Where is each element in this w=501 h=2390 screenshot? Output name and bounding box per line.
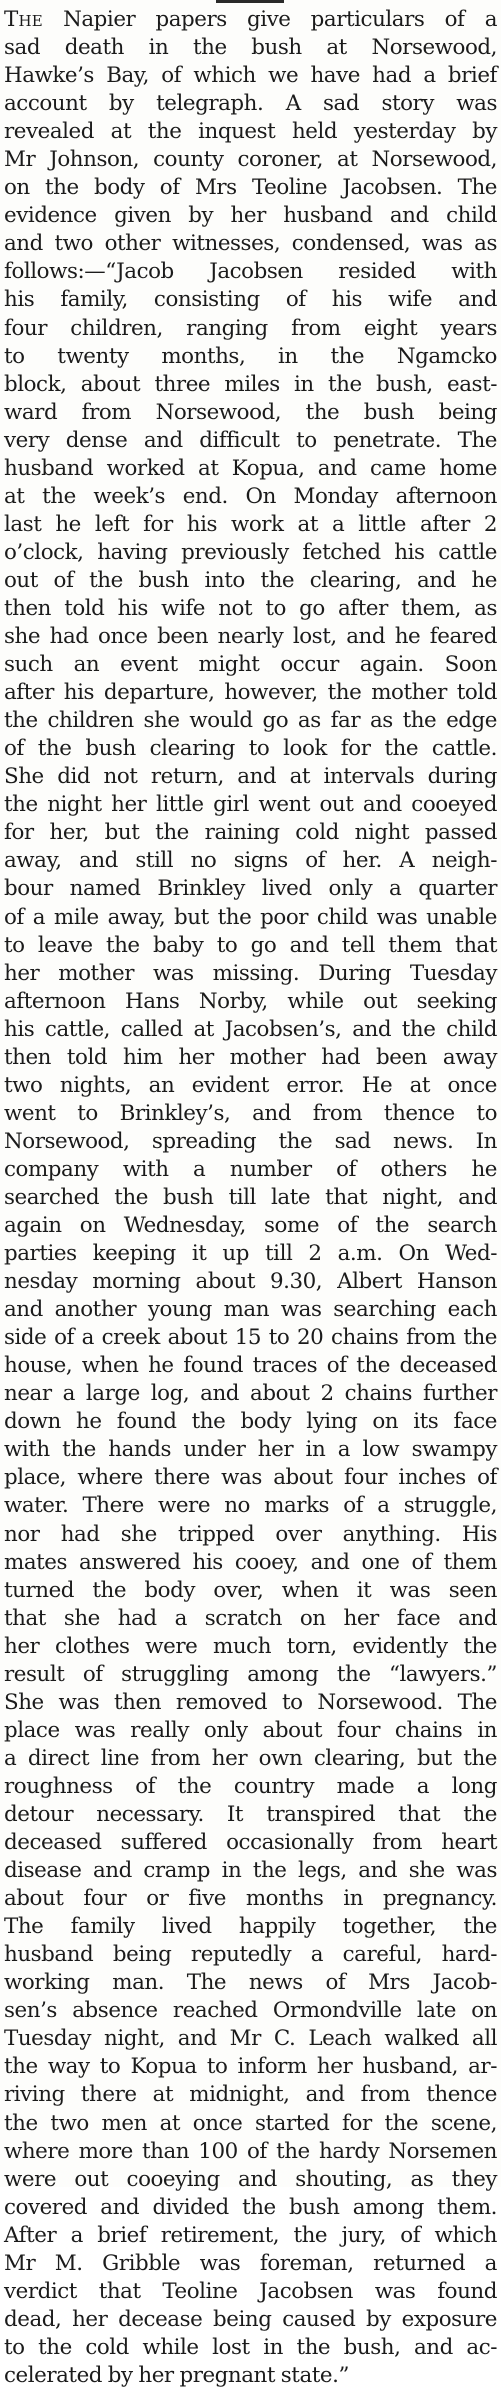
article-line: to the cold while lost in the bush, and ac- [4, 2334, 497, 2360]
article-line: Hawke’s Bay, of which we have had a brief [4, 63, 497, 89]
article-line: very dense and difficult to penetrate. The [4, 427, 497, 453]
article-line: dead, her decease being caused by exposure [4, 2306, 497, 2332]
article-line: his family, consisting of his wife and [4, 287, 497, 313]
article-line: with the hands under her in a low swampy [4, 1437, 497, 1463]
article-line: o’clock, having previously fetched his cattle [4, 539, 497, 565]
article-line: a direct line from her own clearing, but the [4, 1745, 497, 1771]
article-line: at the week’s end. On Monday afternoon [4, 483, 497, 509]
article-line: Norsewood, spreading the sad news. In [4, 1128, 497, 1154]
article-line: two nights, an evident error. He at once [4, 1072, 497, 1098]
article-line: to twenty months, in the Ngamcko [4, 343, 497, 369]
article-line: husband worked at Kopua, and came home [4, 455, 497, 481]
article-line: to leave the baby to go and tell them that [4, 932, 497, 958]
article-line: result of struggling among the “lawyers.” [4, 1661, 497, 1687]
article-line: away, and still no signs of her. A neigh- [4, 848, 497, 874]
article-line: his cattle, called at Jacobsen’s, and the child [4, 1016, 497, 1042]
article-line: She did not return, and at intervals during [4, 764, 497, 790]
article-line: place was really only about four chains in [4, 1717, 497, 1743]
article-line: detour necessary. It transpired that the [4, 1802, 497, 1827]
article-line: afternoon Hans Norby, while out seeking [4, 988, 497, 1014]
article-line: follows:—“Jacob Jacobsen resided with [4, 259, 497, 285]
article-line: she had once been nearly lost, and he feared [4, 624, 497, 650]
article-line: were out cooeying and shouting, as they [4, 2166, 497, 2192]
article-line: Tuesday night, and Mr C. Leach walked all [4, 2026, 497, 2052]
article-line: house, when he found traces of the deceased [4, 1353, 497, 1379]
article-line: such an event might occur again. Soon [4, 652, 497, 678]
article-line: sad death in the bush at Norsewood, [4, 35, 497, 61]
article-line: celerated by her pregnant state.” [4, 2362, 349, 2388]
article-line: After a brief retirement, the jury, of which [4, 2222, 497, 2248]
article-line: working man. The news of Mrs Jacob- [4, 1970, 497, 1996]
article-line: the children she would go as far as the edge [4, 708, 497, 734]
article-line: searched the bush till late that night, and [4, 1184, 497, 1210]
article-line: riving there at midnight, and from thence [4, 2082, 497, 2108]
top-rule-divider [216, 0, 284, 3]
article-line: block, about three miles in the bush, east- [4, 371, 497, 397]
article-line: down he found the body lying on its face [4, 1409, 497, 1435]
article-line: water. There were no marks of a struggle, [4, 1493, 497, 1519]
article-line: the way to Kopua to inform her husband, ar- [4, 2054, 497, 2080]
article-line: parties keeping it up till 2 a.m. On Wed- [4, 1241, 497, 1267]
article-line: nesday morning about 9.30, Albert Hanson [4, 1269, 497, 1295]
article-line: the two men at once started for the scene, [4, 2110, 497, 2136]
article-line: then told him her mother had been away [4, 1044, 497, 1070]
article-line: for her, but the raining cold night passed [4, 820, 497, 846]
article-line: account by telegraph. A sad story was [4, 91, 497, 117]
article-line: four children, ranging from eight years [4, 315, 497, 341]
article-line: place, where there was about four inches of [4, 1465, 497, 1491]
article-line: near a large log, and about 2 chains further [4, 1381, 497, 1407]
article-line: company with a number of others he [4, 1156, 497, 1182]
article-line: on the body of Mrs Teoline Jacobsen. The [4, 175, 497, 201]
article-line: revealed at the inquest held yesterday by [4, 119, 497, 145]
article-line: of a mile away, but the poor child was unable [4, 904, 497, 930]
article-line: covered and divided the bush among them. [4, 2194, 497, 2220]
article-line: last he left for his work at a little after 2 [4, 511, 497, 537]
article-line-text: Napier papers give particulars of a [42, 7, 497, 32]
article-line: her clothes were much torn, evidently the [4, 1633, 497, 1659]
article-line: mates answered his cooey, and one of them [4, 1549, 497, 1575]
article-line: ward from Norsewood, the bush being [4, 399, 497, 425]
article-line: again on Wednesday, some of the search [4, 1213, 497, 1239]
article-line: about four or five months in pregnancy. [4, 1886, 497, 1912]
article-line: out of the bush into the clearing, and he [4, 567, 497, 593]
article-line: and two other witnesses, condensed, was as [4, 231, 497, 257]
article-line: The family lived happily together, the [4, 1914, 497, 1940]
article-line: went to Brinkley’s, and from thence to [4, 1100, 497, 1126]
article-line: after his departure, however, the mother told [4, 680, 497, 706]
article-line: and another young man was searching each [4, 1297, 497, 1323]
article-line: bour named Brinkley lived only a quarter [4, 876, 497, 902]
article-line: her mother was missing. During Tuesday [4, 960, 497, 986]
article-line: sen’s absence reached Ormondville late on [4, 1998, 497, 2024]
article-line: that she had a scratch on her face and [4, 1605, 497, 1631]
article-line: where more than 100 of the hardy Norsemen [4, 2138, 497, 2164]
lead-word: The [4, 7, 43, 32]
article-body [4, 6, 497, 2390]
article-line: evidence given by her husband and child [4, 203, 497, 229]
article-line: turned the body over, when it was seen [4, 1577, 497, 1603]
article-line: She was then removed to Norsewood. The [4, 1689, 497, 1715]
article-line: side of a creek about 15 to 20 chains from the [4, 1325, 497, 1351]
article-line: deceased suffered occasionally from heart [4, 1830, 497, 1856]
article-line: then told his wife not to go after them, as [4, 595, 497, 621]
article-line: nor had she tripped over anything. His [4, 1521, 497, 1547]
article-line: Mr M. Gribble was foreman, returned a [4, 2250, 497, 2276]
article-line: Mr Johnson, county coroner, at Norsewood, [4, 147, 497, 173]
article-line: roughness of the country made a long [4, 1773, 497, 1799]
article-line [4, 6, 497, 34]
article-line: verdict that Teoline Jacobsen was found [4, 2278, 497, 2304]
article-line: of the bush clearing to look for the cattle. [4, 736, 497, 762]
article-line: husband being reputedly a careful, hard- [4, 1942, 497, 1968]
article-line: the night her little girl went out and cooeyed [4, 792, 497, 818]
article-line: disease and cramp in the legs, and she was [4, 1858, 497, 1884]
